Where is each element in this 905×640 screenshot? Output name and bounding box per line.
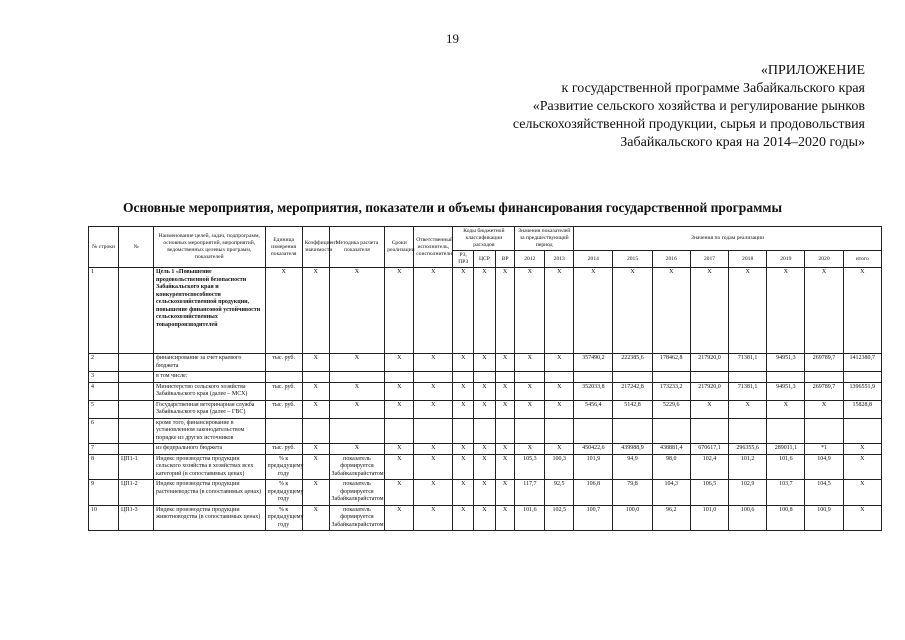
- table-cell-y2019: 101,6: [767, 454, 805, 480]
- table-cell-y2018: 100,6: [729, 505, 767, 531]
- table-cell-y2014: 450422,6: [574, 444, 613, 455]
- table-cell-y2020: 269789,7: [805, 382, 843, 400]
- table-row: [89, 418, 882, 444]
- table-cell-code: [118, 354, 153, 372]
- col-coef: Коэффициент значимости: [302, 227, 329, 268]
- appendix-heading: «ПРИЛОЖЕНИЕ: [760, 63, 865, 78]
- table-cell-total: X: [843, 454, 881, 480]
- table-cell-y2015: 439988,9: [613, 444, 652, 455]
- table-cell-method: X: [329, 354, 385, 372]
- table-cell-n: 10: [89, 505, 119, 531]
- table-cell-y2020: *1: [805, 444, 843, 455]
- table-cell-rz: X: [453, 268, 474, 354]
- table-cell-y2012: 101,6: [515, 505, 545, 531]
- table-cell-y2017: 101,0: [690, 505, 728, 531]
- page-number: 19: [446, 31, 459, 46]
- table-cell-y2016: 178462,8: [652, 354, 690, 372]
- table-cell-rz: X: [453, 400, 474, 418]
- table-cell-y2015: [613, 418, 652, 444]
- col-method: Методика расчета показателя: [329, 227, 385, 268]
- table-cell-rz: [453, 418, 474, 444]
- table-cell-n: 4: [89, 382, 119, 400]
- table-cell-total: 1412380,7: [843, 354, 881, 372]
- table-cell-y2012: X: [515, 354, 545, 372]
- table-cell-vr: X: [495, 505, 515, 531]
- table-cell-coef: X: [302, 268, 329, 354]
- table-cell-method: X: [329, 400, 385, 418]
- table-cell-y2012: X: [515, 400, 545, 418]
- table-cell-y2019: [767, 372, 805, 383]
- col-2019: 2019: [767, 251, 805, 268]
- table-cell-resp: X: [414, 480, 453, 506]
- col-csr: ЦСР: [474, 251, 496, 268]
- table-cell-y2016: 104,3: [652, 480, 690, 506]
- table-cell-method: показатель формируется Забайкалкрайстатом: [329, 454, 385, 480]
- table-cell-y2014: [574, 418, 613, 444]
- col-2014: 2014: [574, 251, 613, 268]
- table-cell-y2015: 217242,8: [613, 382, 652, 400]
- table-cell-y2016: 98,0: [652, 454, 690, 480]
- col-vr: ВР: [495, 251, 515, 268]
- table-cell-vr: X: [495, 454, 515, 480]
- table-cell-y2017: 670617,1: [690, 444, 728, 455]
- document-title: Основные мероприятия, мероприятия, показатели и объемы финансирования государственной программы: [123, 200, 782, 215]
- table-cell-y2018: 102,9: [729, 480, 767, 506]
- table-cell-coef: X: [302, 354, 329, 372]
- table-cell-y2014: 101,9: [574, 454, 613, 480]
- table-cell-y2018: 101,2: [729, 454, 767, 480]
- table-cell-y2015: 100,0: [613, 505, 652, 531]
- table-cell-y2014: [574, 372, 613, 383]
- table-cell-terms: X: [385, 505, 414, 531]
- col-base-values: Значения показателей за предшествующий период: [515, 227, 574, 251]
- table-cell-terms: X: [385, 382, 414, 400]
- table-cell-y2016: [652, 372, 690, 383]
- appendix-line: Забайкальского края на 2014–2020 годы»: [620, 135, 865, 150]
- table-cell-total: X: [843, 505, 881, 531]
- table-cell-name: Цель 1 «Повышение продовольственной безопасности Забайкальского края и конкурентоспособности сельскохозяйственной продукции, повышение финансовой устойчивости сельскохозяйственных товаропроизводителей: [154, 268, 266, 354]
- table-cell-unit: тыс. руб.: [265, 444, 302, 455]
- table-cell-y2013: 102,5: [545, 505, 574, 531]
- col-2012: 2012: [515, 251, 545, 268]
- table-cell-vr: X: [495, 268, 515, 354]
- table-cell-coef: X: [302, 400, 329, 418]
- table-cell-y2012: [515, 418, 545, 444]
- table-cell-csr: X: [474, 480, 496, 506]
- table-cell-y2013: [545, 372, 574, 383]
- table-cell-y2019: 100,8: [767, 505, 805, 531]
- table-cell-y2016: 96,2: [652, 505, 690, 531]
- table-row: [89, 480, 882, 506]
- table-cell-name: Министерство сельского хозяйства Забайкальского края (далее – МСХ): [154, 382, 266, 400]
- table-cell-code: ЦП1-1: [118, 454, 153, 480]
- table-cell-y2017: X: [690, 268, 728, 354]
- table-cell-coef: X: [302, 382, 329, 400]
- table-cell-name: Индекс производства продукции животноводства (в сопоставимых ценах): [154, 505, 266, 531]
- table-cell-code: [118, 400, 153, 418]
- table-cell-csr: X: [474, 505, 496, 531]
- table-cell-code: [118, 268, 153, 354]
- table-cell-y2014: 106,8: [574, 480, 613, 506]
- table-cell-y2017: X: [690, 400, 728, 418]
- table-cell-y2014: 357490,2: [574, 354, 613, 372]
- table-cell-coef: X: [302, 480, 329, 506]
- table-cell-terms: X: [385, 454, 414, 480]
- table-cell-terms: X: [385, 268, 414, 354]
- table-cell-vr: X: [495, 444, 515, 455]
- table-cell-method: X: [329, 382, 385, 400]
- table-cell-y2018: [729, 372, 767, 383]
- table-cell-rz: X: [453, 480, 474, 506]
- table-cell-code: ЦП1-2: [118, 480, 153, 506]
- table-cell-csr: [474, 372, 496, 383]
- table-cell-coef: X: [302, 505, 329, 531]
- table-cell-terms: [385, 372, 414, 383]
- table-cell-vr: [495, 418, 515, 444]
- table-cell-terms: X: [385, 354, 414, 372]
- table-cell-y2012: X: [515, 444, 545, 455]
- table-cell-vr: X: [495, 480, 515, 506]
- table-row: [89, 505, 882, 531]
- table-cell-total: X: [843, 480, 881, 506]
- table-cell-n: 2: [89, 354, 119, 372]
- table-cell-y2019: X: [767, 400, 805, 418]
- table-cell-resp: [414, 418, 453, 444]
- table-cell-y2019: 94951,3: [767, 382, 805, 400]
- table-cell-y2012: [515, 372, 545, 383]
- table-cell-resp: [414, 372, 453, 383]
- table-cell-code: [118, 418, 153, 444]
- table-cell-y2018: 296355,6: [729, 444, 767, 455]
- table-cell-y2016: 438881,4: [652, 444, 690, 455]
- table-cell-csr: [474, 418, 496, 444]
- table-cell-total: X: [843, 268, 881, 354]
- table-cell-y2017: [690, 418, 728, 444]
- table-cell-resp: X: [414, 382, 453, 400]
- table-cell-rz: [453, 372, 474, 383]
- table-cell-name: Государственная ветеринарная служба Забайкальского края (далее – ГВС): [154, 400, 266, 418]
- program-table: [88, 226, 882, 531]
- table-cell-name: финансирование за счет краевого бюджета: [154, 354, 266, 372]
- appendix-line: сельскохозяйственной продукции, сырья и продовольствия: [512, 117, 865, 132]
- table-cell-resp: X: [414, 454, 453, 480]
- table-cell-name: кроме того, финансирование в установленном законодательством порядке из других источников: [154, 418, 266, 444]
- table-cell-y2017: 102,4: [690, 454, 728, 480]
- table-cell-n: 6: [89, 418, 119, 444]
- table-cell-total: [843, 372, 881, 383]
- table-cell-y2019: 94951,3: [767, 354, 805, 372]
- appendix-block: [513, 62, 865, 152]
- table-cell-y2016: [652, 418, 690, 444]
- table-cell-y2013: 92,5: [545, 480, 574, 506]
- table-cell-y2013: 100,3: [545, 454, 574, 480]
- table-cell-rz: X: [453, 444, 474, 455]
- table-cell-rz: X: [453, 505, 474, 531]
- table-row: [89, 400, 882, 418]
- table-cell-code: [118, 372, 153, 383]
- table-row: [89, 382, 882, 400]
- table-cell-vr: X: [495, 382, 515, 400]
- table-cell-y2020: 104,9: [805, 454, 843, 480]
- table-cell-y2020: X: [805, 400, 843, 418]
- table-cell-code: [118, 444, 153, 455]
- table-cell-resp: X: [414, 354, 453, 372]
- header-row: [89, 227, 882, 251]
- table-cell-y2013: [545, 418, 574, 444]
- table-cell-n: 5: [89, 400, 119, 418]
- col-budget-codes: Коды бюджетной классификации расходов: [453, 227, 515, 251]
- table-cell-y2018: X: [729, 400, 767, 418]
- table-cell-name: Индекс производства продукции растениеводства (в сопоставимых ценах): [154, 480, 266, 506]
- table-cell-y2020: 269789,7: [805, 354, 843, 372]
- table-cell-n: 8: [89, 454, 119, 480]
- table-cell-total: X: [843, 444, 881, 455]
- table-row: [89, 268, 882, 354]
- table-cell-y2015: [613, 372, 652, 383]
- table-cell-y2013: X: [545, 382, 574, 400]
- table-cell-n: 3: [89, 372, 119, 383]
- table-cell-coef: X: [302, 444, 329, 455]
- table-cell-terms: X: [385, 480, 414, 506]
- table-cell-unit: % к предыдущему году: [265, 480, 302, 506]
- table-cell-y2018: 71381,1: [729, 354, 767, 372]
- table-cell-y2014: X: [574, 268, 613, 354]
- table-cell-rz: X: [453, 382, 474, 400]
- table-cell-resp: X: [414, 268, 453, 354]
- table-cell-total: 1396551,9: [843, 382, 881, 400]
- table-cell-y2014: 5456,4: [574, 400, 613, 418]
- table-cell-name: из федерального бюджета: [154, 444, 266, 455]
- table-cell-coef: X: [302, 454, 329, 480]
- col-2017: 2017: [690, 251, 728, 268]
- table-cell-y2015: 5142,8: [613, 400, 652, 418]
- table-cell-n: 7: [89, 444, 119, 455]
- table-cell-y2012: 117,7: [515, 480, 545, 506]
- table-cell-csr: X: [474, 268, 496, 354]
- table-cell-name: в том числе:: [154, 372, 266, 383]
- table-cell-y2020: [805, 372, 843, 383]
- col-name: Наименование целей, задач, подпрограмм, основных мероприятий, мероприятий, ведомственных целевых программ, показателей: [154, 227, 266, 268]
- table-cell-csr: X: [474, 382, 496, 400]
- table-cell-method: X: [329, 444, 385, 455]
- col-row-num: № строки: [89, 227, 119, 268]
- table-cell-vr: [495, 372, 515, 383]
- table-cell-y2012: X: [515, 268, 545, 354]
- table-cell-csr: X: [474, 454, 496, 480]
- table-cell-total: 15828,8: [843, 400, 881, 418]
- table-row: [89, 372, 882, 383]
- table-cell-method: показатель формируется Забайкалкрайстатом: [329, 480, 385, 506]
- table-cell-terms: X: [385, 400, 414, 418]
- table-cell-y2012: X: [515, 382, 545, 400]
- table-cell-y2016: 173233,2: [652, 382, 690, 400]
- table-cell-terms: X: [385, 444, 414, 455]
- col-terms: Сроки реализации: [385, 227, 414, 268]
- table-cell-y2017: 217920,0: [690, 354, 728, 372]
- table-cell-y2019: 103,7: [767, 480, 805, 506]
- table-cell-y2018: 71381,1: [729, 382, 767, 400]
- table-cell-n: 9: [89, 480, 119, 506]
- table-cell-y2015: 222385,6: [613, 354, 652, 372]
- table-cell-coef: [302, 418, 329, 444]
- table-cell-y2017: [690, 372, 728, 383]
- table-cell-csr: X: [474, 354, 496, 372]
- table-cell-y2019: X: [767, 268, 805, 354]
- table-cell-csr: X: [474, 400, 496, 418]
- table-cell-y2014: 100,7: [574, 505, 613, 531]
- table-cell-y2016: X: [652, 268, 690, 354]
- table-cell-y2018: X: [729, 268, 767, 354]
- table-cell-y2013: X: [545, 268, 574, 354]
- col-unit: Единица измерения показателя: [265, 227, 302, 268]
- table-cell-y2020: 104,5: [805, 480, 843, 506]
- table-cell-y2020: 100,9: [805, 505, 843, 531]
- table-cell-y2015: 79,8: [613, 480, 652, 506]
- table-cell-unit: [265, 372, 302, 383]
- appendix-line: «Развитие сельского хозяйства и регулирование рынков: [532, 99, 865, 114]
- table-cell-unit: тыс. руб.: [265, 354, 302, 372]
- table-cell-total: [843, 418, 881, 444]
- table-cell-y2015: 94,9: [613, 454, 652, 480]
- table-cell-y2013: X: [545, 444, 574, 455]
- table-cell-y2016: 5229,6: [652, 400, 690, 418]
- table-cell-csr: X: [474, 444, 496, 455]
- table-cell-unit: [265, 418, 302, 444]
- table-cell-unit: % к предыдущему году: [265, 505, 302, 531]
- table-cell-y2017: 217920,0: [690, 382, 728, 400]
- table-cell-rz: X: [453, 454, 474, 480]
- table-cell-rz: X: [453, 354, 474, 372]
- table-cell-name: Индекс производства продукции сельского хозяйства в хозяйствах всех категорий (в сопоставимых ценах): [154, 454, 266, 480]
- col-2020: 2020: [805, 251, 843, 268]
- table-cell-n: 1: [89, 268, 119, 354]
- col-2015: 2015: [613, 251, 652, 268]
- table-cell-method: [329, 418, 385, 444]
- col-year-values: Значения по годам реализации: [574, 227, 882, 251]
- table-cell-unit: тыс. руб.: [265, 382, 302, 400]
- col-resp: Ответственный исполнитель, соисполнители: [414, 227, 453, 268]
- table-cell-y2020: X: [805, 268, 843, 354]
- table-cell-y2019: [767, 418, 805, 444]
- table-cell-unit: тыс. руб.: [265, 400, 302, 418]
- table-cell-vr: X: [495, 400, 515, 418]
- table-cell-resp: X: [414, 400, 453, 418]
- table-row: [89, 354, 882, 372]
- table-cell-y2019: 289011,1: [767, 444, 805, 455]
- col-num: №: [118, 227, 153, 268]
- table-cell-y2015: X: [613, 268, 652, 354]
- col-rz: РЗ, ПРЗ: [453, 251, 474, 268]
- table-cell-unit: % к предыдущему году: [265, 454, 302, 480]
- table-cell-method: показатель формируется Забайкалкрайстатом: [329, 505, 385, 531]
- appendix-line: к государственной программе Забайкальского края: [561, 81, 865, 96]
- table-cell-resp: X: [414, 444, 453, 455]
- table-cell-y2013: X: [545, 400, 574, 418]
- table-row: [89, 444, 882, 455]
- table-cell-method: X: [329, 268, 385, 354]
- table-cell-y2018: [729, 418, 767, 444]
- table-cell-unit: X: [265, 268, 302, 354]
- table-cell-y2012: 105,3: [515, 454, 545, 480]
- table-cell-y2017: 106,5: [690, 480, 728, 506]
- col-2018: 2018: [729, 251, 767, 268]
- col-2016: 2016: [652, 251, 690, 268]
- table-cell-resp: X: [414, 505, 453, 531]
- table-cell-coef: [302, 372, 329, 383]
- table-cell-code: [118, 382, 153, 400]
- table-cell-y2014: 352033,8: [574, 382, 613, 400]
- table-cell-code: ЦП1-3: [118, 505, 153, 531]
- col-total: итого: [843, 251, 881, 268]
- table-cell-method: [329, 372, 385, 383]
- table-row: [89, 454, 882, 480]
- table-cell-vr: X: [495, 354, 515, 372]
- table-cell-y2020: [805, 418, 843, 444]
- table-cell-terms: [385, 418, 414, 444]
- table-cell-y2013: X: [545, 354, 574, 372]
- col-2013: 2013: [545, 251, 574, 268]
